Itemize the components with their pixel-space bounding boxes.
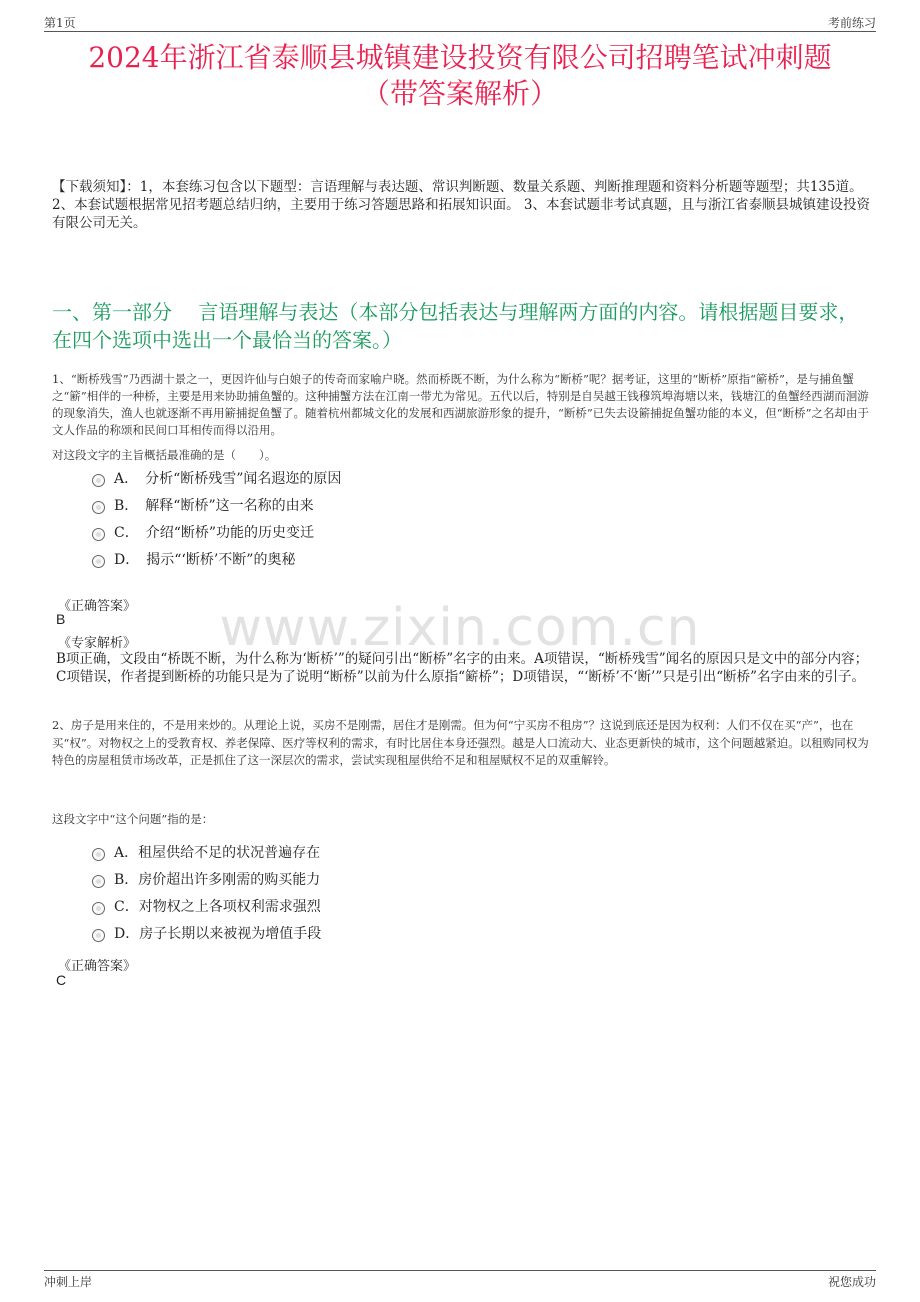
- question-2-text: 2、房子是用来住的，不是用来炒的。从理论上说，买房不是刚需，居住才是刚需。但为何“宁买房不租房”？这说到底还是因为权利：人们不仅在买“产”，也在买“权”。对物权之上的受教育权、养老保障、医疗等权利的需求，有时比居住本身还强烈。越是人口流动大、业态更新快的城市，这个问题越紧迫。以租购同权为特色的房屋租赁市场改革，正是抓住了这一深层次的需求，尝试实现租屋供给不足和租屋赋权不足的双重解铃。: [52, 718, 869, 767]
- q2-option-a[interactable]: [92, 843, 320, 863]
- question-1-text: 1、“断桥残雪”乃西湖十景之一，更因许仙与白娘子的传奇而家喻户晓。然而桥既不断，为什么称为“断桥”呢？据考证，这里的“断桥”原指“簖桥”，是与捕鱼蟹之“簖”相伴的一种桥，主要是用来协助捕鱼蟹的。这种捕蟹方法在江南一带尤为常见。五代以后，特别是自吴越王钱穆筑埠海塘以来，钱塘江的鱼蟹经西湖而洄游的现象消失，渔人也就逐渐不再用簖捕捉鱼蟹了。随着杭州都城文化的发展和西湖旅游形象的提升，“断桥”已失去设簖捕捉鱼蟹功能的本义，但“断桥”之名却由于文人作品的称颂和民间口耳相传而得以沿用。: [52, 372, 870, 437]
- q1-answer-label: 《正确答案》: [58, 599, 137, 614]
- q2-option-c[interactable]: [92, 897, 321, 917]
- radio-icon[interactable]: [92, 875, 105, 888]
- option-label: A．租屋供给不足的状况普遍存在: [114, 845, 321, 861]
- q1-option-a[interactable]: [92, 469, 341, 489]
- q1-option-d[interactable]: [92, 550, 295, 570]
- q1-option-c[interactable]: [92, 523, 314, 543]
- title-line-2: （带答案解析）: [361, 77, 558, 110]
- footer-right: 祝您成功: [827, 1275, 876, 1289]
- option-label: B． 解释“断桥”这一名称的由来: [114, 498, 314, 514]
- q2-option-b[interactable]: [92, 870, 320, 890]
- header-tag: 考前练习: [827, 16, 876, 30]
- page-number: 第1页: [44, 16, 76, 30]
- option-label: C． 介绍“断桥”功能的历史变迁: [114, 525, 315, 541]
- document-title: [44, 40, 876, 112]
- radio-icon[interactable]: [92, 528, 105, 541]
- option-label: A． 分析“断桥残雪”闻名遐迩的原因: [114, 471, 342, 487]
- q1-explain-label: 《专家解析》: [58, 636, 137, 651]
- watermark: www.zixin.com.cn: [219, 598, 701, 658]
- q1-answer: B: [56, 611, 66, 627]
- q1-explanation: B项正确，文段由“桥既不断，为什么称为‘断桥’”的疑问引出“断桥”名字的由来。A项错误，“断桥残雪”闻名的原因只是文中的部分内容；C项错误，作者提到断桥的功能只是为了说明“断桥”以前为什么原指“簖桥”；D项错误，“‘断桥’不‘断’”只是引出“断桥”名字由来的引子。: [56, 651, 869, 685]
- download-notice: 【下载须知】：1，本套练习包含以下题型：言语理解与表达题、常识判断题、数量关系题、判断推理题和资料分析题等题型；共135道。 2、本套试题根据常见招考题总结归纳，主要用于练习答题思路和拓展知识面。 3、本套试题非考试真题，且与浙江省泰顺县城镇建设投资有限公司无关。: [52, 179, 870, 231]
- radio-icon[interactable]: [92, 848, 105, 861]
- question-1-stem: 对这段文字的主旨概括最准确的是（ ）。: [52, 448, 277, 462]
- q2-answer: C: [56, 972, 67, 988]
- option-label: C．对物权之上各项权利需求强烈: [114, 899, 321, 915]
- section-heading: 一、第一部分 言语理解与表达（本部分包括表达与理解两方面的内容。请根据题目要求，在四个选项中选出一个最恰当的答案。）: [52, 300, 859, 352]
- option-label: D．房子长期以来被视为增值手段: [114, 926, 322, 942]
- radio-icon[interactable]: [92, 902, 105, 915]
- title-line-1: 2024年浙江省泰顺县城镇建设投资有限公司招聘笔试冲刺题: [88, 41, 832, 74]
- radio-icon[interactable]: [92, 474, 105, 487]
- q2-answer-label: 《正确答案》: [58, 959, 137, 974]
- radio-icon[interactable]: [92, 501, 105, 514]
- question-2-stem: 这段文字中“这个问题”指的是：: [52, 812, 214, 826]
- q1-option-b[interactable]: [92, 496, 314, 516]
- radio-icon[interactable]: [92, 929, 105, 942]
- page-footer: [44, 1270, 876, 1290]
- page-header: [44, 12, 876, 32]
- footer-left: 冲刺上岸: [44, 1275, 93, 1289]
- option-label: B．房价超出许多刚需的购买能力: [114, 872, 321, 888]
- q2-option-d[interactable]: [92, 924, 321, 944]
- radio-icon[interactable]: [92, 555, 105, 568]
- option-label: D． 揭示“‘断桥’不断”的奥秘: [114, 552, 296, 568]
